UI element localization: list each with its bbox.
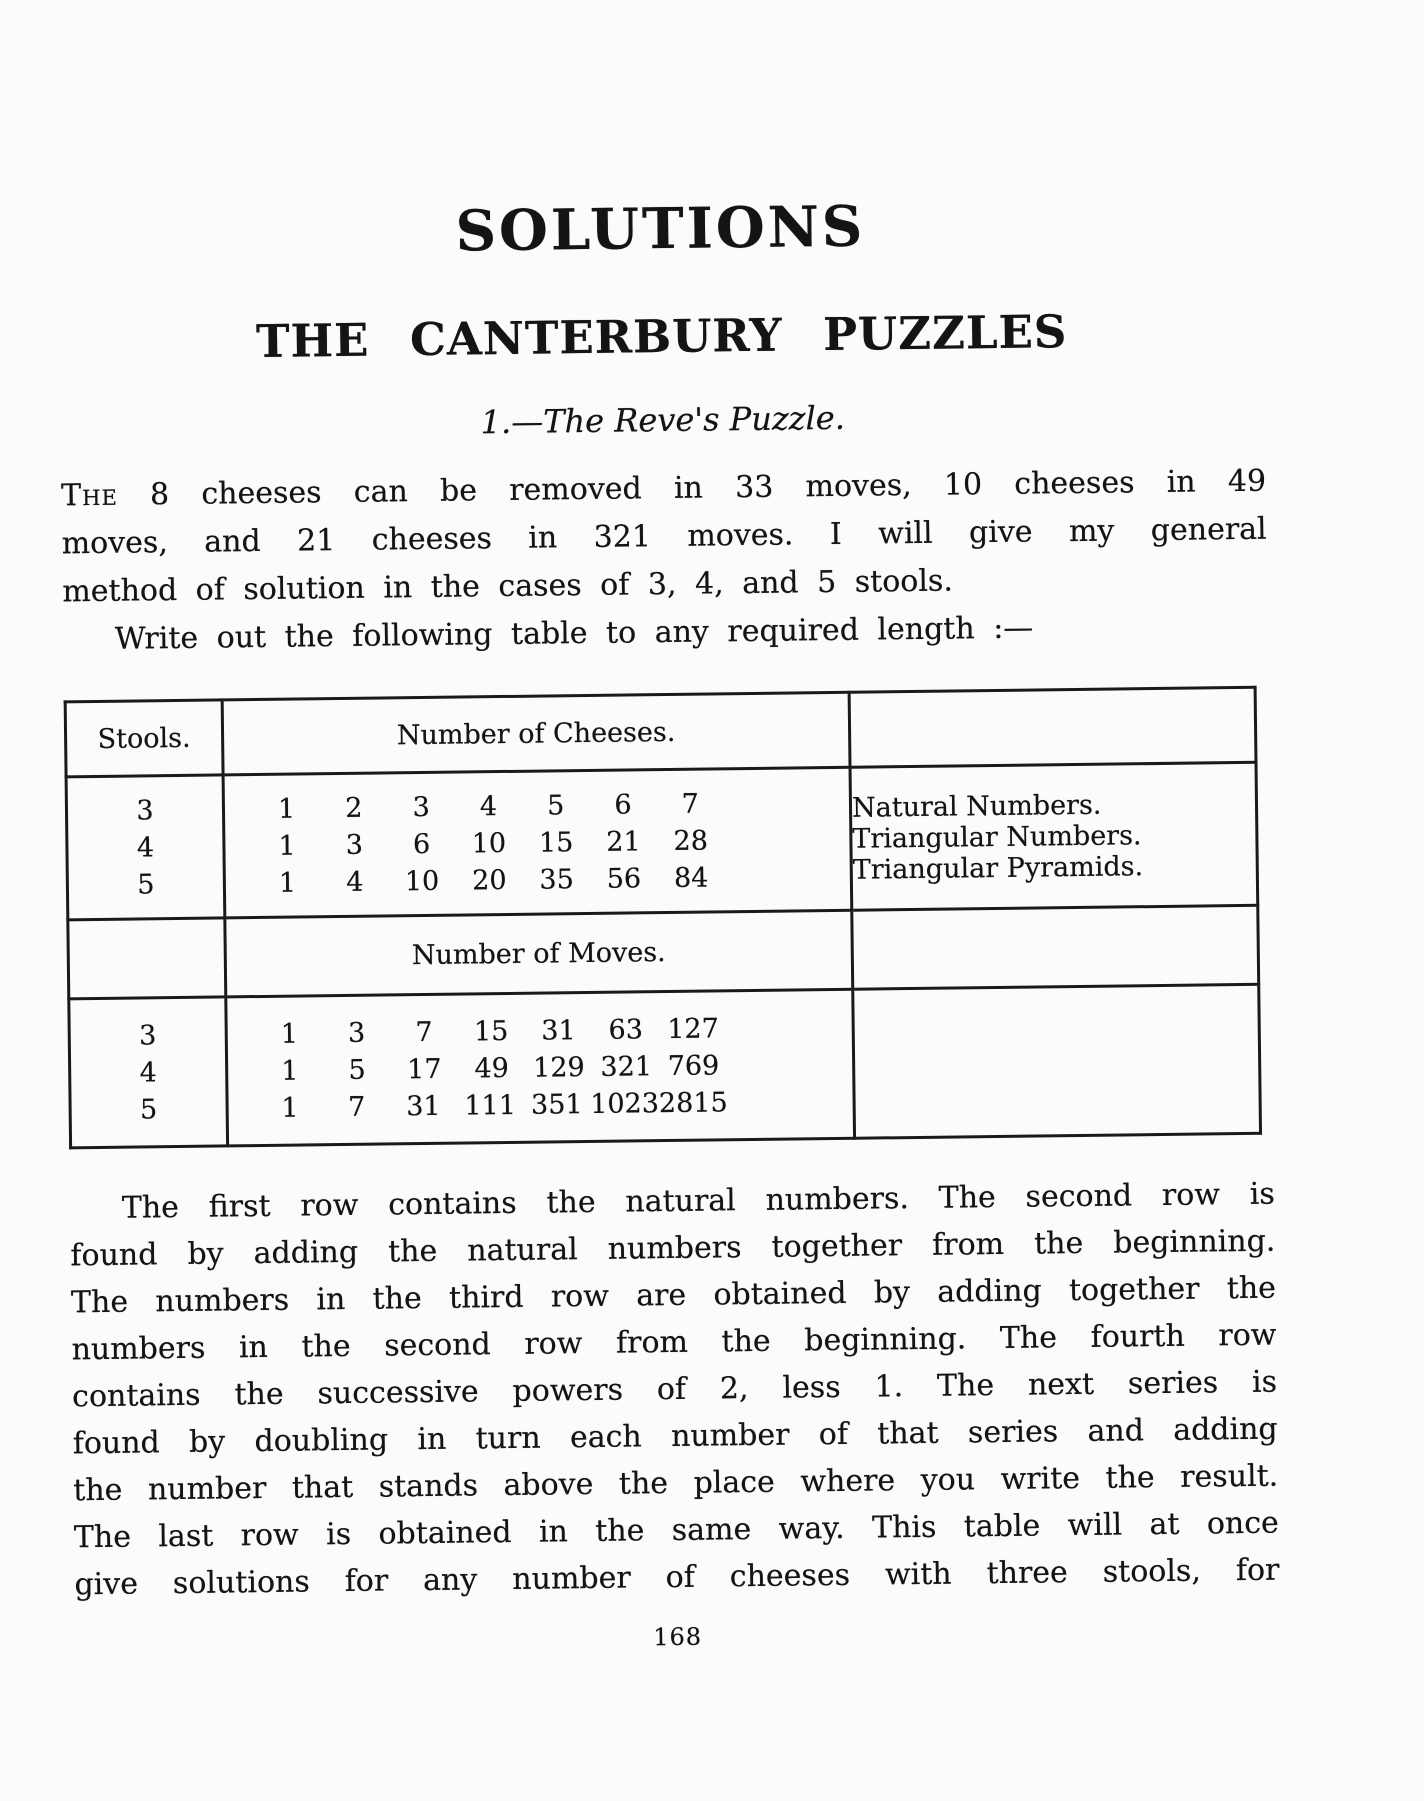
empty-cell [853, 984, 1261, 1138]
empty-cell [852, 905, 1259, 989]
moves-table [64, 686, 1262, 1150]
series-label: Natural Numbers. [851, 789, 1102, 824]
stools-header-cell: Stools. [65, 700, 223, 777]
stools-values-cell-2 [69, 997, 228, 1148]
intro-line-1: The 8 cheeses can be removed in 33 moves, 10 cheeses in 49 [60, 463, 1267, 514]
body-line: contains the successive powers of 2, less 1. The next series is [71, 1364, 1278, 1415]
body-line: the number that stands above the place where you write the result. [73, 1458, 1279, 1509]
empty-cell [68, 918, 226, 999]
page-title: SOLUTIONS [455, 193, 866, 265]
stool-count: 3 [136, 794, 154, 826]
moves-header-cell: Number of Moves. [225, 910, 853, 997]
section-title: THE CANTERBURY PUZZLES [255, 305, 1068, 368]
write-out-line: Write out the following table to any required length :— [114, 610, 1034, 657]
cheeses-header-cell: Number of Cheeses. [222, 692, 850, 775]
table-header-row-cheeses [65, 687, 1256, 777]
intro-paragraph [61, 458, 1268, 665]
body-line: found by adding the natural numbers together from the beginning. [70, 1223, 1276, 1274]
cheeses-row-3-stools: 1 2 3 4 5 6 7 [277, 788, 700, 825]
cheeses-data-row [66, 762, 1258, 920]
cheeses-row-5-stools: 1 4 10 20 35 56 84 [278, 862, 709, 899]
book-page [55, 0, 1282, 1801]
stool-count: 4 [139, 1056, 157, 1088]
table-header-row-moves [68, 905, 1259, 999]
series-label: Triangular Pyramids. [852, 850, 1144, 886]
series-labels-cell [850, 762, 1258, 910]
puzzle-heading: 1.—The Reve's Puzzle. [480, 398, 846, 442]
stool-count: 5 [137, 868, 155, 900]
moves-row-3-stools: 1 3 7 15 31 63 127 [280, 1012, 719, 1050]
body-line: give solutions for any number of cheeses with three stools, for [74, 1552, 1280, 1603]
cheeses-values-cell [223, 767, 852, 918]
moves-row-4-stools: 1 5 17 49 129 321 769 [281, 1049, 720, 1087]
page-number: 168 [653, 1622, 703, 1652]
cheeses-row-4-stools: 1 3 6 10 15 21 28 [278, 825, 709, 862]
stools-values-cell [66, 775, 225, 920]
moves-row-5-stools: 1 7 31 111 351 1023 2815 [281, 1086, 728, 1124]
body-line: The last row is obtained in the same way. This table will at once [73, 1505, 1280, 1556]
moves-values-cell [226, 989, 855, 1146]
body-line: found by doubling in turn each number of that series and adding [72, 1411, 1278, 1462]
intro-line-2: moves, and 21 cheeses in 321 moves. I will give my general [61, 511, 1267, 562]
lead-word: The [60, 477, 119, 514]
body-line: numbers in the second row from the beginning. The fourth row [71, 1317, 1277, 1368]
intro-line-3: method of solution in the cases of 3, 4, and 5 stools. [62, 563, 954, 610]
body-line: The numbers in the third row are obtained by adding together the [70, 1270, 1277, 1321]
series-label: Triangular Numbers. [852, 819, 1142, 855]
stool-count: 4 [136, 831, 155, 863]
stool-count: 3 [138, 1019, 157, 1051]
body-line: The first row contains the natural numbers. The second row is [121, 1176, 1275, 1226]
empty-header-cell [849, 687, 1256, 767]
body-paragraph [70, 1171, 1280, 1609]
moves-data-row [69, 984, 1261, 1148]
stool-count: 5 [139, 1093, 158, 1125]
